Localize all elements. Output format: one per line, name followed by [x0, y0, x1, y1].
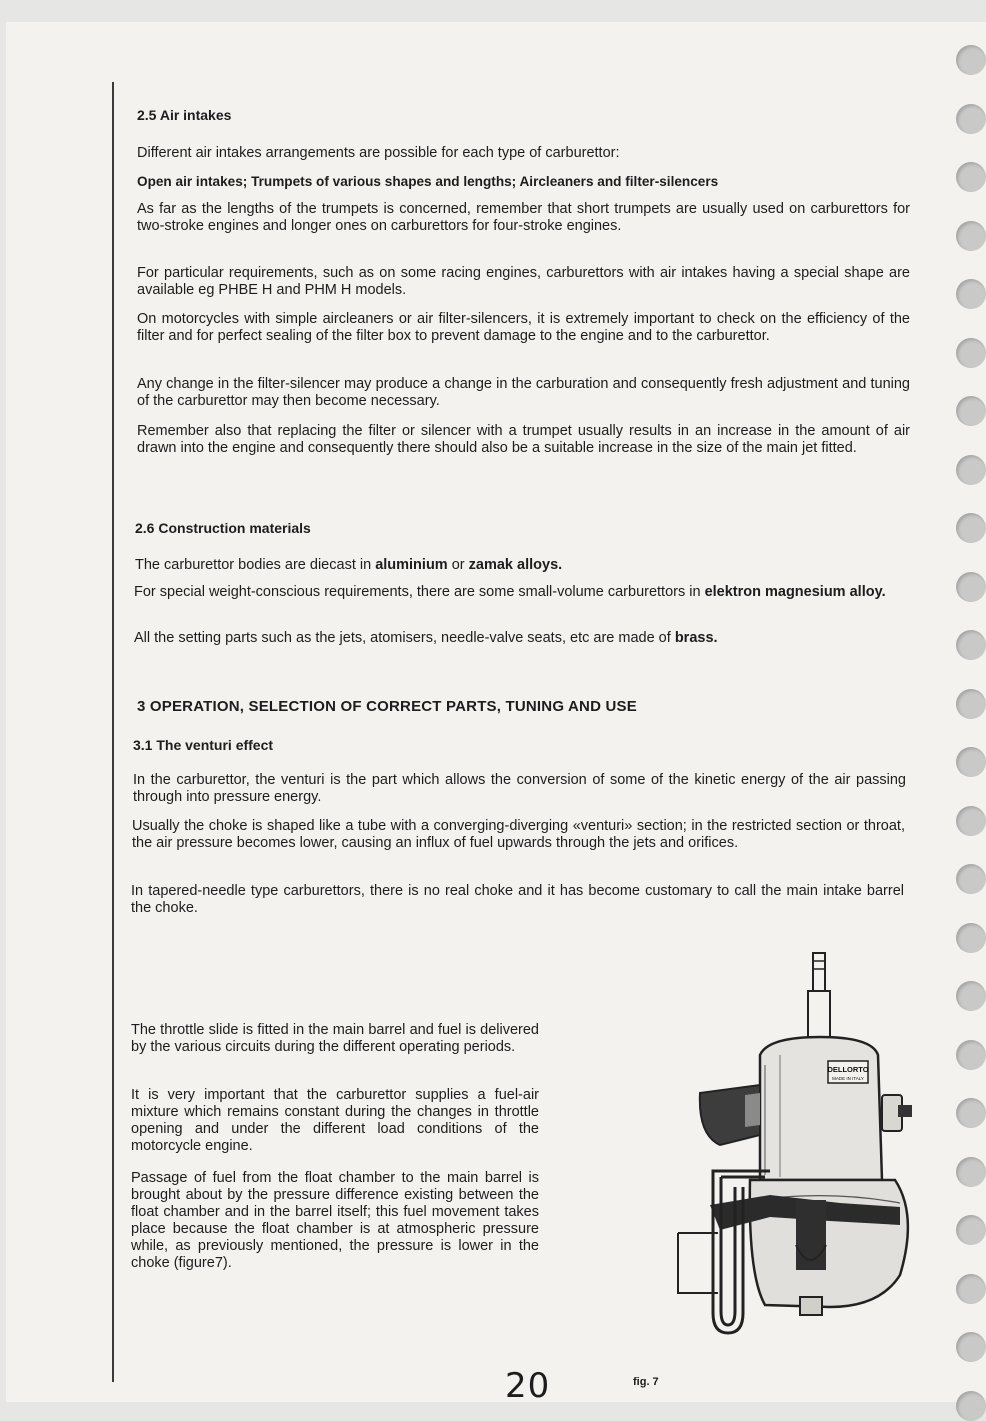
text-run: For special weight-conscious requirements, there are some small-volume carburettors in — [134, 584, 705, 600]
binder-hole — [956, 572, 986, 602]
binder-hole — [956, 923, 986, 953]
binder-holes — [952, 0, 986, 1402]
section-heading-3-1: 3.1 The venturi effect — [133, 737, 274, 753]
paragraph — [131, 883, 904, 917]
text: It is very important that the carburettor supplies a fuel-air mixture which remains constant during the changes in throttle opening and under the different load conditions of the motorcycle engine. — [131, 1087, 539, 1154]
paragraph — [134, 584, 907, 601]
paragraph — [134, 630, 907, 647]
text: On motorcycles with simple aircleaners or air filter-silencers, it is extremely important to check on the efficiency of the filter and for perfect sealing of the filter box to prevent damage to the engine and to the carburettor. — [137, 311, 910, 344]
text-run-bold: brass. — [674, 630, 718, 646]
text — [134, 584, 907, 601]
margin-rule — [112, 82, 114, 1382]
binder-hole — [956, 1391, 986, 1421]
paragraph — [132, 818, 905, 852]
binder-hole — [956, 747, 986, 777]
carburettor-figure — [600, 945, 930, 1345]
text: Passage of fuel from the float chamber to the main barrel is brought about by the pressure difference existing between the float chamber and in the barrel itself; this fuel movement takes place because the float chamber is at atmospheric pressure while, as previously mentioned, the pressure is lower in the choke (figure7). — [131, 1170, 539, 1271]
text-run: or — [447, 557, 469, 573]
text: Any change in the filter-silencer may produce a change in the carburation and consequently fresh adjustment and tuning of the carburettor may then become necessary. — [137, 376, 910, 409]
paragraph — [137, 201, 910, 235]
text-run: All the setting parts such as the jets, atomisers, needle-valve seats, etc are made of — [134, 630, 675, 646]
binder-hole — [956, 689, 986, 719]
binder-hole — [956, 513, 986, 543]
paragraph — [135, 557, 908, 574]
binder-hole — [956, 338, 986, 368]
binder-hole — [956, 104, 986, 134]
binder-hole — [956, 455, 986, 485]
brand-sub-label: MADE IN ITALY — [832, 1076, 864, 1081]
binder-hole — [956, 806, 986, 836]
paragraph — [131, 1087, 539, 1155]
binder-hole — [956, 1098, 986, 1128]
chapter-heading-3: 3 OPERATION, SELECTION OF CORRECT PARTS, TUNING AND USE — [137, 698, 637, 715]
text — [134, 630, 907, 647]
section-heading-2-6: 2.6 Construction materials — [135, 520, 311, 536]
binder-hole — [956, 1332, 986, 1362]
binder-hole — [956, 162, 986, 192]
page-number: 20 — [505, 1366, 551, 1406]
paragraph — [131, 1170, 539, 1272]
text: In the carburettor, the venturi is the part which allows the conversion of some of the kinetic energy of the air passing through into pressure energy. — [133, 772, 906, 805]
text: Open air intakes; Trumpets of various shapes and lengths; Aircleaners and filter-silencers — [137, 174, 719, 189]
brand-label: DELLORTO — [827, 1065, 869, 1074]
section-heading-2-5: 2.5 Air intakes — [137, 107, 232, 123]
binder-hole — [956, 630, 986, 660]
text: In tapered-needle type carburettors, there is no real choke and it has become customary to call the main intake barrel the choke. — [131, 883, 904, 916]
text: Usually the choke is shaped like a tube with a converging-diverging «venturi» section; in the restricted section or throat, the air pressure becomes lower, causing an influx of fuel upwards through the jets and orifices. — [132, 818, 905, 851]
paragraph — [137, 423, 910, 457]
text: For particular requirements, such as on some racing engines, carburettors with air intakes having a special shape are available eg PHBE H and PHM H models. — [137, 265, 910, 298]
binder-hole — [956, 864, 986, 894]
text-run-bold: elektron magnesium alloy. — [704, 584, 886, 600]
binder-hole — [956, 279, 986, 309]
text-run: The carburettor bodies are diecast in — [135, 557, 376, 573]
binder-hole — [956, 981, 986, 1011]
binder-hole — [956, 45, 986, 75]
text: Remember also that replacing the filter or silencer with a trumpet usually results in an increase in the amount of air drawn into the engine and consequently there should also be a suitable increase in the size of the main jet fitted. — [137, 423, 910, 456]
paragraph — [131, 1022, 539, 1056]
binder-hole — [956, 1157, 986, 1187]
binder-hole — [956, 396, 986, 426]
paragraph — [137, 376, 910, 410]
paragraph — [137, 265, 910, 299]
binder-hole — [956, 1215, 986, 1245]
text: The throttle slide is fitted in the main barrel and fuel is delivered by the various circuits during the different operating periods. — [131, 1022, 539, 1055]
binder-hole — [956, 1274, 986, 1304]
text: Different air intakes arrangements are possible for each type of carburettor: — [137, 145, 620, 161]
paragraph — [137, 173, 910, 190]
binder-hole — [956, 1040, 986, 1070]
paragraph — [137, 145, 910, 162]
text-run-bold: aluminium — [375, 557, 448, 573]
binder-hole — [956, 221, 986, 251]
paragraph — [133, 772, 906, 806]
figure-caption: fig. 7 — [633, 1376, 659, 1388]
paragraph — [137, 311, 910, 345]
text-run-bold: zamak alloys. — [468, 557, 563, 573]
text: As far as the lengths of the trumpets is concerned, remember that short trumpets are usually used on carburettors for two-stroke engines and longer ones on carburettors for four-stroke engines. — [137, 201, 910, 234]
text — [135, 557, 908, 574]
